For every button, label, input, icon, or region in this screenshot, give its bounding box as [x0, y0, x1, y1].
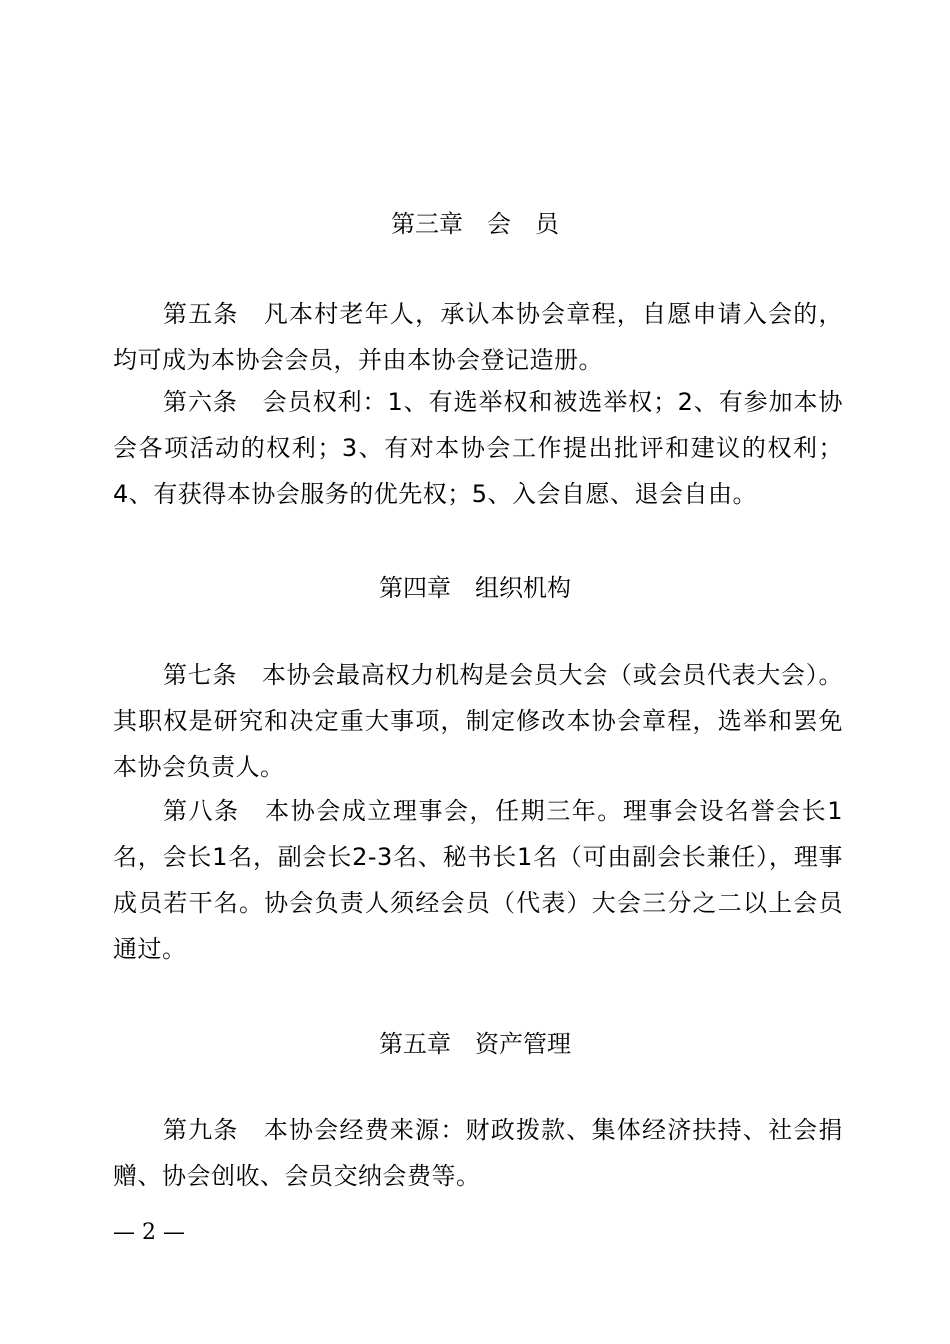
article-6-paragraph: 第六条 会员权利：1、有选举权和被选举权；2、有参加本协会各项活动的权利；3、有对本协会工作提出批评和建议的权利；4、有获得本协会服务的优先权；5、入会自愿、退会自由。 — [113, 388, 843, 508]
chapter-3-heading: 第三章 会 员 — [391, 210, 559, 238]
article-7-paragraph: 第七条 本协会最高权力机构是会员大会（或会员代表大会）。其职权是研究和决定重大事项，制定修改本协会章程，选举和罢免本协会负责人。 — [113, 661, 843, 781]
article-8-paragraph: 第八条 本协会成立理事会，任期三年。理事会设名誉会长1名，会长1名，副会长2-3名、秘书长1名（可由副会长兼任），理事成员若干名。协会负责人须经会员（代表）大会三分之二以上会员通过。 — [113, 797, 843, 963]
chapter-4-heading: 第四章 组织机构 — [379, 574, 571, 602]
article-5-paragraph: 第五条 凡本村老年人，承认本协会章程，自愿申请入会的，均可成为本协会会员，并由本协会登记造册。 — [113, 300, 843, 374]
chapter-5-heading: 第五章 资产管理 — [379, 1030, 571, 1058]
page-number: — 2 — — [113, 1220, 185, 1245]
article-9-paragraph: 第九条 本协会经费来源：财政拨款、集体经济扶持、社会捐赠、协会创收、会员交纳会费等。 — [113, 1116, 843, 1190]
